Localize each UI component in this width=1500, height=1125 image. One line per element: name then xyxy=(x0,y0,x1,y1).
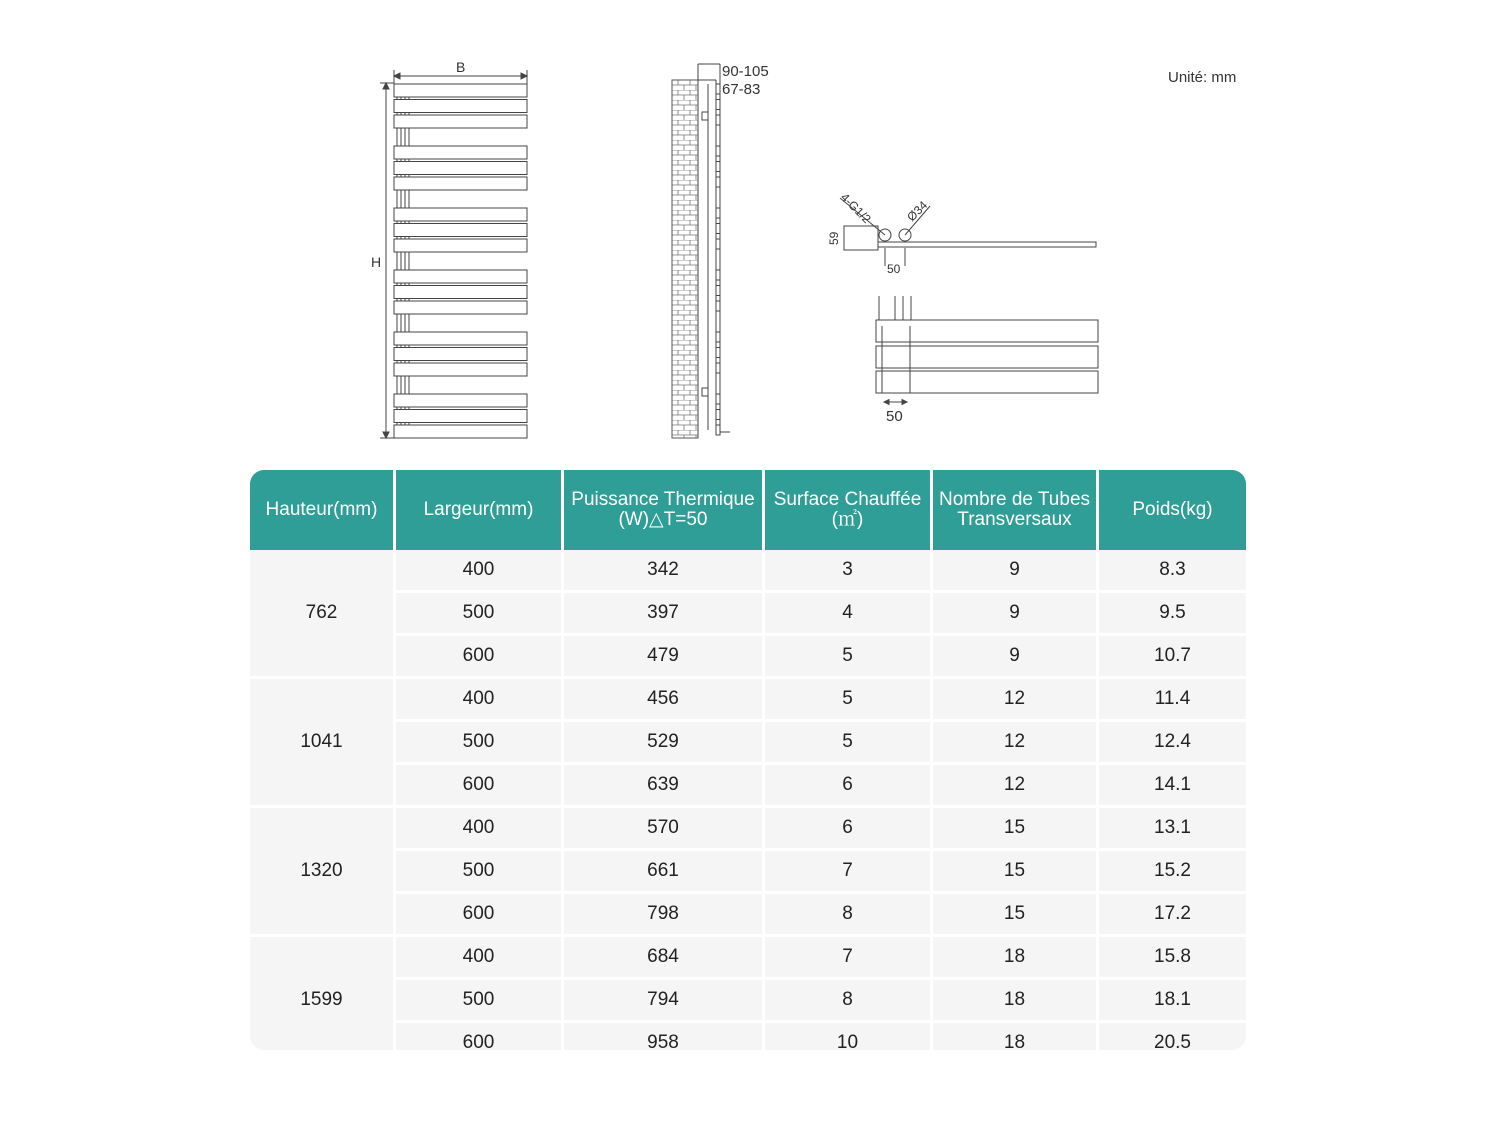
header-heated-surface: Surface Chauffée (㎡) xyxy=(765,470,933,550)
side-tube-end xyxy=(716,84,720,94)
side-tube-end xyxy=(716,270,720,280)
side-tube-end xyxy=(716,363,720,373)
cell-heated-surface: 8 xyxy=(765,977,933,1020)
connection-label: 4-G1/2 xyxy=(837,190,874,227)
radiator-tube xyxy=(394,177,527,190)
side-tube-end xyxy=(716,177,720,187)
cell-weight: 8.3 xyxy=(1099,550,1246,590)
cell-width: 400 xyxy=(396,934,564,977)
cell-tube-count: 12 xyxy=(933,719,1099,762)
cell-thermal-power: 529 xyxy=(564,719,765,762)
cell-weight: 15.2 xyxy=(1099,848,1246,891)
cell-weight: 15.8 xyxy=(1099,934,1246,977)
cell-width: 500 xyxy=(396,719,564,762)
cell-tube-count: 18 xyxy=(933,934,1099,977)
cell-heated-surface: 5 xyxy=(765,719,933,762)
technical-drawing xyxy=(0,0,1500,460)
spec-table-grid xyxy=(250,470,1246,1050)
radiator-tube xyxy=(394,394,527,407)
cell-tube-count: 9 xyxy=(933,590,1099,633)
cell-heated-surface: 3 xyxy=(765,550,933,590)
cell-heated-surface: 5 xyxy=(765,676,933,719)
header-weight: Poids(kg) xyxy=(1099,470,1246,550)
cell-heated-surface: 6 xyxy=(765,805,933,848)
height-dim-label: H xyxy=(371,254,382,270)
radiator-tube xyxy=(394,301,527,314)
cell-weight: 10.7 xyxy=(1099,633,1246,676)
side-dim-2: 67-83 xyxy=(722,81,761,98)
cell-thermal-power: 661 xyxy=(564,848,765,891)
cell-heated-surface: 10 xyxy=(765,1020,933,1050)
radiator-tube xyxy=(394,208,527,221)
cell-heated-surface: 4 xyxy=(765,590,933,633)
cell-tube-count: 12 xyxy=(933,676,1099,719)
cell-tube-count: 15 xyxy=(933,891,1099,934)
table-row xyxy=(250,719,1246,762)
radiator-tube xyxy=(394,115,527,128)
radiator-tube xyxy=(394,363,527,376)
cell-tube-count: 18 xyxy=(933,977,1099,1020)
cell-weight: 17.2 xyxy=(1099,891,1246,934)
side-view xyxy=(672,64,730,438)
cell-tube-count: 15 xyxy=(933,805,1099,848)
cell-weight: 11.4 xyxy=(1099,676,1246,719)
cell-width: 400 xyxy=(396,676,564,719)
cell-thermal-power: 794 xyxy=(564,977,765,1020)
side-tube-end xyxy=(716,286,720,296)
cell-tube-count: 15 xyxy=(933,848,1099,891)
cell-thermal-power: 684 xyxy=(564,934,765,977)
cell-width: 500 xyxy=(396,977,564,1020)
table-row xyxy=(250,848,1246,891)
header-thermal-power: Puissance Thermique (W)△T=50 xyxy=(564,470,765,550)
table-row xyxy=(250,977,1246,1020)
cell-width: 600 xyxy=(396,762,564,805)
cell-weight: 13.1 xyxy=(1099,805,1246,848)
side-tube-end xyxy=(716,332,720,342)
side-tube-end xyxy=(716,115,720,125)
radiator-tube xyxy=(394,348,527,361)
radiator-tube xyxy=(394,100,527,113)
table-row xyxy=(250,590,1246,633)
radiator-tube xyxy=(394,224,527,237)
cell-thermal-power: 639 xyxy=(564,762,765,805)
radiator-tube xyxy=(394,84,527,97)
cell-width: 400 xyxy=(396,805,564,848)
spacing-label-bottom: 50 xyxy=(886,408,903,425)
table-row xyxy=(250,891,1246,934)
radiator-tube xyxy=(394,162,527,175)
cell-thermal-power: 397 xyxy=(564,590,765,633)
radiator-tube xyxy=(394,286,527,299)
header-width: Largeur(mm) xyxy=(396,470,564,550)
cell-weight: 20.5 xyxy=(1099,1020,1246,1050)
cell-thermal-power: 958 xyxy=(564,1020,765,1050)
cell-tube-count: 18 xyxy=(933,1020,1099,1050)
radiator-tube xyxy=(394,410,527,423)
header-tube-count: Nombre de Tubes Transversaux xyxy=(933,470,1099,550)
cell-thermal-power: 479 xyxy=(564,633,765,676)
side-tube-end xyxy=(716,162,720,172)
cell-width: 600 xyxy=(396,633,564,676)
cell-heated-surface: 7 xyxy=(765,848,933,891)
cell-thermal-power: 456 xyxy=(564,676,765,719)
table-row xyxy=(250,633,1246,676)
cell-weight: 14.1 xyxy=(1099,762,1246,805)
width-dim-label: B xyxy=(456,59,466,75)
radiator-tube xyxy=(394,239,527,252)
table-row xyxy=(250,676,1246,719)
side-tube-end xyxy=(716,208,720,218)
cell-height: 762 xyxy=(250,550,396,676)
radiator-drawing-svg xyxy=(0,0,1500,460)
cell-weight: 18.1 xyxy=(1099,977,1246,1020)
cell-height: 1041 xyxy=(250,676,396,805)
cell-heated-surface: 6 xyxy=(765,762,933,805)
side-tube-end xyxy=(716,100,720,110)
table-row xyxy=(250,550,1246,590)
side-tube-end xyxy=(716,348,720,358)
table-header-row xyxy=(250,470,1246,550)
table-row xyxy=(250,1020,1246,1050)
side-tube-end xyxy=(716,301,720,311)
spec-table xyxy=(250,470,1246,1050)
cell-width: 500 xyxy=(396,848,564,891)
table-row xyxy=(250,805,1246,848)
side-tube-end xyxy=(716,224,720,234)
cell-heated-surface: 7 xyxy=(765,934,933,977)
unit-label: Unité: mm xyxy=(1168,69,1237,86)
side-tube-end xyxy=(716,146,720,156)
cell-width: 500 xyxy=(396,590,564,633)
cell-weight: 12.4 xyxy=(1099,719,1246,762)
table-body xyxy=(250,550,1246,1050)
radiator-tube xyxy=(394,146,527,159)
radiator-tube xyxy=(394,425,527,438)
radiator-tube xyxy=(394,270,527,283)
cell-width: 400 xyxy=(396,550,564,590)
table-row xyxy=(250,934,1246,977)
table-row xyxy=(250,762,1246,805)
cell-heated-surface: 8 xyxy=(765,891,933,934)
side-tube-end xyxy=(716,239,720,249)
cell-height: 1599 xyxy=(250,934,396,1050)
side-tube-end xyxy=(716,410,720,420)
header-height: Hauteur(mm) xyxy=(250,470,396,550)
diameter-label: Ø34 xyxy=(904,198,931,225)
cell-thermal-power: 342 xyxy=(564,550,765,590)
radiator-tube xyxy=(394,332,527,345)
cell-tube-count: 12 xyxy=(933,762,1099,805)
front-view xyxy=(380,70,527,438)
top-connection-view xyxy=(840,198,1096,266)
cell-heated-surface: 5 xyxy=(765,633,933,676)
cell-tube-count: 9 xyxy=(933,633,1099,676)
cell-thermal-power: 570 xyxy=(564,805,765,848)
depth-label: 59 xyxy=(827,231,841,245)
cell-thermal-power: 798 xyxy=(564,891,765,934)
cell-tube-count: 9 xyxy=(933,550,1099,590)
side-dim-1: 90-105 xyxy=(722,63,769,80)
cell-width: 600 xyxy=(396,891,564,934)
side-tube-end xyxy=(716,425,720,435)
cell-height: 1320 xyxy=(250,805,396,934)
detail-view xyxy=(876,296,1098,405)
cell-width: 600 xyxy=(396,1020,564,1050)
side-tube-end xyxy=(716,394,720,404)
spacing-label-top: 50 xyxy=(887,262,901,276)
cell-weight: 9.5 xyxy=(1099,590,1246,633)
